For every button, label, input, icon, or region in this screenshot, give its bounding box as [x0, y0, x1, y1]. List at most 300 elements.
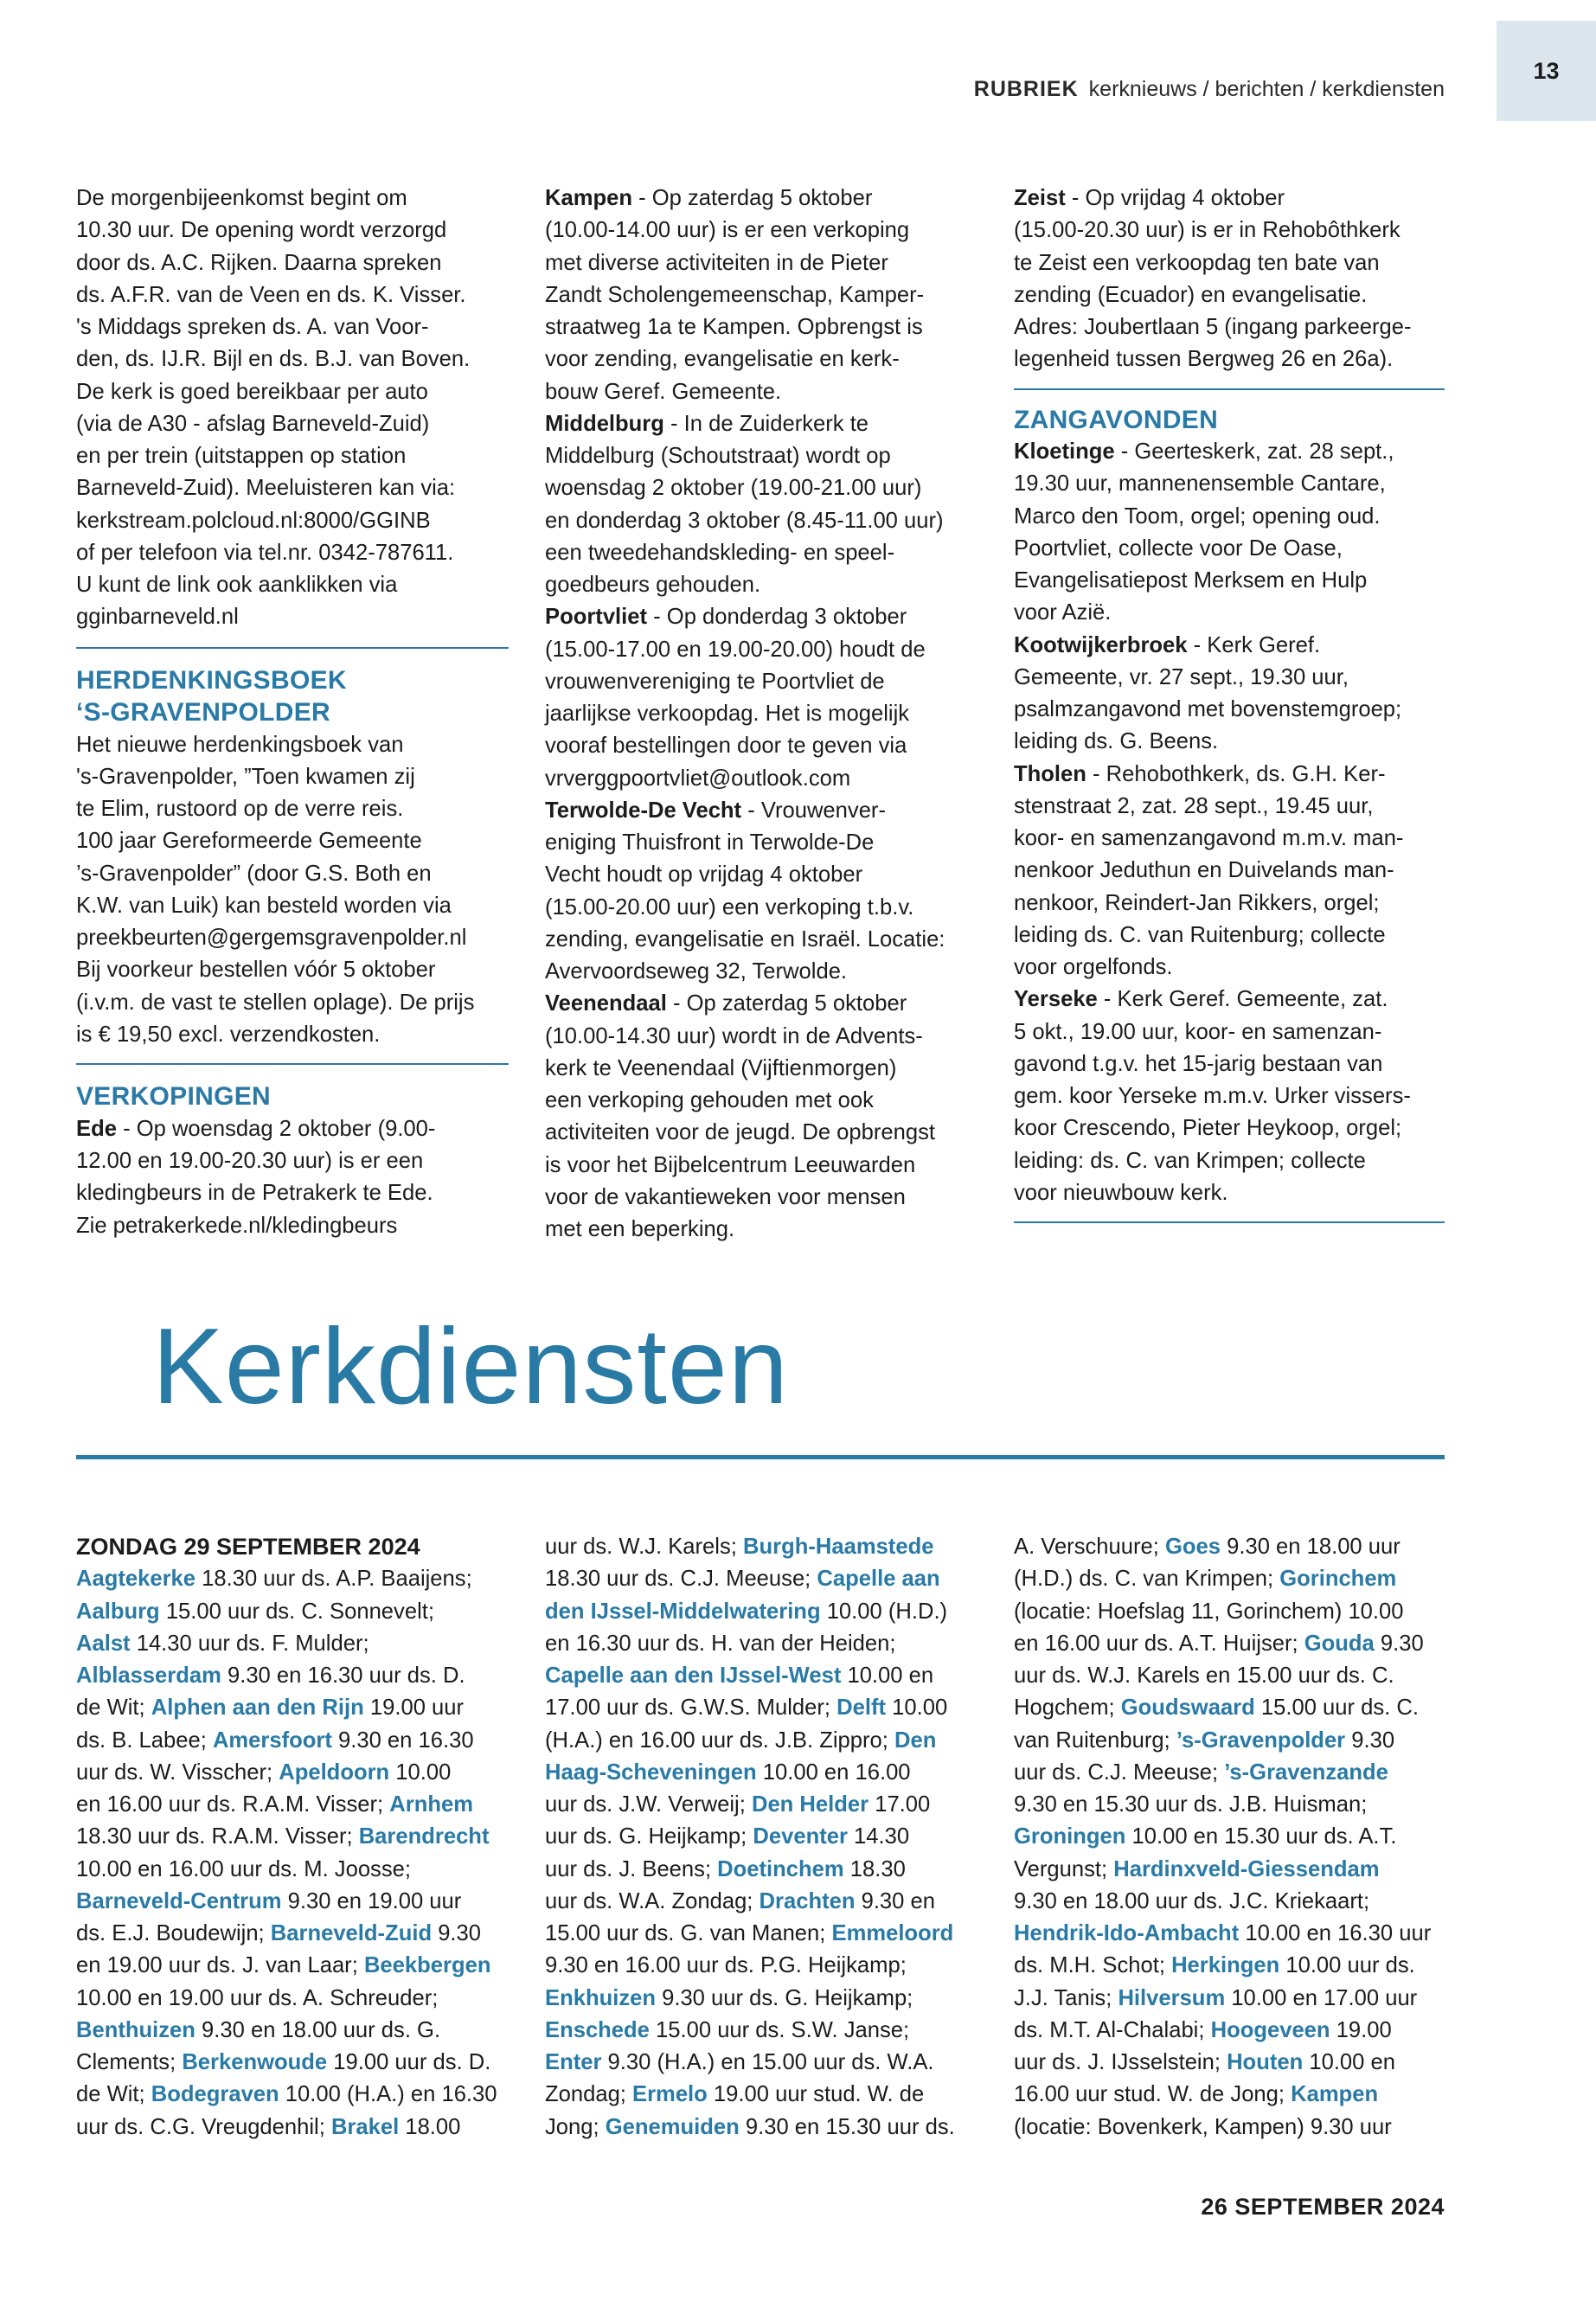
text-line	[545, 183, 977, 215]
text-line: De morgenbijeenkomst begint om	[76, 186, 407, 210]
service-detail: 19.00	[1330, 2017, 1392, 2042]
service-detail: 15.00 uur ds. C.	[1254, 1695, 1419, 1721]
entry-text: psalmzangavond met bovenstemgroep;	[1014, 697, 1402, 722]
service-line	[76, 1692, 509, 1724]
service-detail: 10.00	[886, 1695, 948, 1721]
service-detail: 19.00 uur stud. W. de	[707, 2082, 925, 2107]
text-line	[1014, 791, 1446, 823]
text-line	[545, 537, 977, 569]
text-line	[545, 472, 977, 504]
text-line: 's Middags spreken ds. A. van Voor-	[76, 315, 429, 339]
verkopingen-paragraph	[76, 1113, 509, 1242]
text-line	[1014, 343, 1446, 375]
text-line: te Elim, rustoord op de verre reis.	[76, 797, 404, 822]
place-name: Gouda	[1304, 1631, 1375, 1656]
service-detail: J.J. Tanis;	[1014, 1985, 1118, 2010]
service-line	[76, 1983, 509, 2015]
service-line	[76, 2015, 509, 2047]
text-line	[545, 666, 977, 698]
service-line	[76, 1596, 509, 1628]
service-line	[1014, 2112, 1446, 2144]
entry-text: - Op woensdag 2 oktober (9.00-	[116, 1116, 436, 1141]
service-detail: Vergunst;	[1014, 1856, 1114, 1881]
place-name: Capelle aan	[817, 1567, 940, 1592]
text-line	[545, 634, 977, 666]
entry-text: - Kerk Geref. Gemeente, zat.	[1097, 987, 1388, 1012]
text-line: U kunt de link ook aanklikken via	[76, 573, 398, 597]
place-name: Hoogeveen	[1210, 2017, 1330, 2042]
text-line	[1014, 247, 1446, 279]
service-detail: en 16.00 uur ds. A.T. Huijser;	[1014, 1631, 1304, 1656]
service-detail: 10.00 en 17.00 uur	[1225, 1985, 1418, 2010]
text-line	[1014, 694, 1446, 726]
services-column-2	[545, 1531, 977, 2144]
service-line	[76, 2112, 509, 2144]
entry-text: activiteiten voor de jeugd. De opbrengst	[545, 1120, 936, 1145]
divider	[1014, 1221, 1445, 1223]
service-line	[1014, 1692, 1446, 1724]
service-line	[545, 1725, 977, 1757]
service-detail: Clements;	[76, 2050, 183, 2074]
entry-text: voor nieuwbouw kerk.	[1014, 1180, 1228, 1205]
service-detail: uur ds. W. Visscher;	[76, 1759, 279, 1785]
place-name: Alblasserdam	[76, 1663, 221, 1688]
entry-text: voor zending, evangelisatie en kerk-	[545, 347, 900, 372]
place-name: Barneveld-Zuid	[270, 1921, 433, 1945]
service-detail: Hogchem;	[1014, 1695, 1121, 1721]
entry-text: stenstraat 2, zat. 28 sept., 19.45 uur,	[1014, 793, 1374, 818]
entry-text: bouw Geref. Gemeente.	[545, 379, 782, 404]
place-name: Aagtekerke	[76, 1567, 196, 1592]
entry-text: - In de Zuiderkerk te	[663, 411, 869, 436]
service-detail: 19.00 uur	[363, 1695, 465, 1721]
entry-text: - Geerteskerk, zat. 28 sept.,	[1114, 439, 1394, 465]
text-line: ds. A.F.R. van de Veen en ds. K. Visser.	[76, 282, 466, 307]
text-line	[1014, 855, 1446, 887]
service-line	[545, 1789, 977, 1821]
place-name: Delft	[836, 1695, 887, 1721]
service-line	[76, 1854, 509, 1886]
service-line	[545, 1692, 977, 1724]
text-line	[545, 408, 977, 440]
text-line	[545, 1117, 977, 1149]
entry-text: voor orgelfonds.	[1014, 955, 1173, 980]
service-line	[545, 1854, 977, 1886]
text-line	[76, 1210, 509, 1242]
service-list	[76, 1563, 509, 2144]
service-line	[545, 1531, 977, 1563]
text-line	[1014, 952, 1446, 984]
text-line	[545, 247, 977, 279]
text-line: Het nieuwe herdenkingsboek van	[76, 732, 404, 757]
text-line	[1014, 984, 1446, 1016]
entry-text: legenheid tussen Bergweg 26 en 26a).	[1014, 347, 1394, 372]
column-2-news	[545, 183, 977, 1246]
text-line	[545, 1150, 977, 1182]
service-detail: uur ds. W.J. Karels en 15.00 uur ds. C.	[1014, 1663, 1394, 1688]
service-detail: uur ds. C.G. Vreugdenhil;	[76, 2114, 331, 2139]
service-detail: 18.30	[843, 1856, 906, 1881]
place-name: Herkingen	[1171, 1953, 1280, 1978]
service-line	[76, 1628, 509, 1660]
rubriek-label: RUBRIEK	[973, 77, 1079, 101]
service-detail: (locatie: Hoefslag 11, Gorinchem) 10.00	[1014, 1599, 1404, 1624]
service-line	[1014, 1628, 1446, 1660]
text-line: Barneveld-Zuid). Meeluisteren kan via:	[76, 476, 456, 501]
service-line	[545, 2112, 977, 2144]
service-line	[76, 1789, 509, 1821]
intro-paragraph	[76, 183, 509, 634]
text-line	[1014, 920, 1446, 952]
text-line	[1014, 1112, 1446, 1144]
service-detail: 9.30 uur ds. G. Heijkamp;	[655, 1985, 913, 2010]
entry-text: koor- en samenzangavond m.m.v. man-	[1014, 826, 1404, 851]
place-name: Den	[894, 1727, 937, 1753]
service-detail: ds. E.J. Boudewijn;	[76, 1921, 271, 1945]
text-line	[1014, 662, 1446, 694]
place-name: Emmeloord	[831, 1921, 954, 1945]
service-detail: de Wit;	[76, 2082, 151, 2107]
service-detail: 9.30 (H.A.) en 15.00 uur ds. W.A.	[601, 2050, 934, 2074]
text-line: 10.30 uur. De opening wordt verzorgd	[76, 218, 447, 243]
entry-title: Ede	[76, 1116, 117, 1141]
service-line	[545, 1918, 977, 1950]
service-line	[1014, 1725, 1446, 1757]
text-line	[545, 1085, 977, 1117]
place-name: Haag-Scheveningen	[545, 1759, 757, 1785]
service-detail: (H.D.) ds. C. van Krimpen;	[1014, 1567, 1280, 1592]
entry-text: leiding: ds. C. van Krimpen; collecte	[1014, 1148, 1366, 1173]
service-detail: 9.30 en	[855, 1888, 935, 1913]
place-name: Arnhem	[389, 1792, 473, 1817]
text-line	[76, 1113, 509, 1145]
service-detail: 14.30 uur ds. F. Mulder;	[130, 1631, 369, 1656]
text-line	[545, 988, 977, 1020]
text-line	[1014, 726, 1446, 758]
text-line	[1014, 1145, 1446, 1177]
service-detail: 10.00 en 15.30 uur ds. A.T.	[1125, 1824, 1397, 1849]
service-line	[1014, 1821, 1446, 1853]
service-detail: 9.30 en 18.00 uur ds. G.	[195, 2017, 441, 2042]
text-line: (i.v.m. de vast te stellen oplage). De prijs	[76, 990, 475, 1015]
service-detail: 18.30 uur ds. C.J. Meeuse;	[545, 1567, 817, 1592]
service-detail: 10.00 uur ds.	[1279, 1953, 1415, 1978]
text-line	[1014, 630, 1446, 662]
service-line	[545, 1628, 977, 1660]
text-line: 's-Gravenpolder, ”Toen kwamen zij	[76, 764, 415, 789]
entry-text: vrouwenvereniging te Poortvliet de	[545, 669, 885, 694]
text-line	[1014, 597, 1446, 629]
text-line: kerkstream.polcloud.nl:8000/GGINB	[76, 508, 431, 533]
place-name: Genemuiden	[605, 2114, 740, 2139]
entry-text: zending, evangelisatie en Israël. Locatie:	[545, 926, 945, 952]
place-name: Kampen	[1291, 2082, 1379, 2107]
entry-text: Evangelisatiepost Merksem en Hulp	[1014, 568, 1368, 593]
place-name: Enschede	[545, 2017, 650, 2042]
place-name: ’s-Gravenpolder	[1176, 1727, 1346, 1753]
footer-date: 26 SEPTEMBER 2024	[1201, 2194, 1445, 2220]
service-detail: 10.00 en 19.00 uur ds. A. Schreuder;	[76, 1985, 439, 2010]
text-line	[545, 763, 977, 795]
service-line	[76, 1757, 509, 1789]
text-line	[545, 569, 977, 601]
service-line	[76, 1886, 509, 1918]
place-name: Apeldoorn	[279, 1759, 390, 1785]
text-line	[545, 311, 977, 343]
service-detail: 18.30 uur ds. R.A.M. Visser;	[76, 1824, 359, 1849]
text-line	[545, 505, 977, 537]
zangavonden-paragraph	[1014, 436, 1446, 1209]
service-line	[545, 1983, 977, 2015]
divider	[1014, 388, 1445, 390]
place-name: Burgh-Haamstede	[743, 1535, 934, 1559]
entry-text: (10.00-14.30 uur) wordt in de Advents-	[545, 1023, 923, 1048]
service-detail: 9.30 en 19.00 uur	[281, 1888, 462, 1913]
service-line	[545, 1886, 977, 1918]
text-line	[545, 1053, 977, 1085]
entry-text: nenkoor Jeduthun en Duivelands man-	[1014, 858, 1394, 883]
entry-text: vrverggpoortvliet@outlook.com	[545, 766, 851, 791]
entry-text: - Op zaterdag 5 oktober	[631, 186, 873, 210]
service-detail: 9.30 en 18.00 uur	[1221, 1535, 1401, 1559]
entry-text: gem. koor Yerseke m.m.v. Urker vissers-	[1014, 1084, 1411, 1109]
text-line	[545, 924, 977, 956]
entry-text: Marco den Toom, orgel; opening oud.	[1014, 503, 1381, 529]
text-line	[1014, 215, 1446, 247]
service-detail: uur ds. J.W. Verweij;	[545, 1792, 752, 1817]
text-line: preekbeurten@gergemsgravenpolder.nl	[76, 926, 467, 951]
service-detail: uur ds. W.A. Zondag;	[545, 1888, 760, 1913]
entry-text: - Op donderdag 3 oktober	[647, 605, 907, 630]
entry-text: een tweedehandskleding- en speel-	[545, 540, 895, 565]
text-line: De kerk is goed bereikbaar per auto	[76, 379, 428, 404]
entry-text: te Zeist een verkoopdag ten bate van	[1014, 250, 1380, 275]
entry-text: voor de vakantieweken voor mensen	[545, 1184, 906, 1209]
service-line	[76, 1950, 509, 1982]
service-line	[1014, 1983, 1446, 2015]
entry-text: Vecht houdt op vrijdag 4 oktober	[545, 862, 863, 888]
service-detail: 10.00 en 16.30 uur	[1239, 1921, 1432, 1945]
service-line	[76, 1918, 509, 1950]
service-line	[1014, 1789, 1446, 1821]
entry-text: Avervoordseweg 32, Terwolde.	[545, 959, 848, 984]
service-line	[76, 1660, 509, 1692]
service-detail: (locatie: Bovenkerk, Kampen) 9.30 uur	[1014, 2114, 1392, 2139]
service-line	[1014, 1918, 1446, 1950]
text-line: den, ds. IJ.R. Bijl en ds. B.J. van Boven.	[76, 347, 471, 372]
entry-text: Poortvliet, collecte voor De Oase,	[1014, 535, 1343, 561]
entry-text: 19.30 uur, mannenensemble Cantare,	[1014, 471, 1386, 497]
service-detail: 10.00 en	[1303, 2050, 1395, 2074]
entry-text: goedbeurs gehouden.	[545, 573, 761, 597]
service-line	[1014, 1660, 1446, 1692]
text-line	[76, 1145, 509, 1177]
place-name: Bodegraven	[151, 2082, 279, 2107]
place-name: Amersfoort	[212, 1727, 332, 1753]
entry-text: (10.00-14.00 uur) is er een verkoping	[545, 218, 910, 243]
entry-title: Kloetinge	[1014, 439, 1115, 465]
service-detail: 14.30	[847, 1824, 910, 1849]
place-name: Hardinxveld-Giessendam	[1113, 1856, 1380, 1881]
place-name: Benthuizen	[76, 2017, 195, 2042]
text-line: gginbarneveld.nl	[76, 605, 239, 630]
text-line	[545, 1021, 977, 1053]
entry-text: gavond t.g.v. het 15-jarig bestaan van	[1014, 1051, 1383, 1076]
service-detail: A. Verschuure;	[1014, 1535, 1165, 1559]
rubriek-text: kerknieuws / berichten / kerkdiensten	[1088, 77, 1445, 101]
place-name: Enkhuizen	[545, 1985, 656, 2010]
service-detail: uur ds. G. Heijkamp;	[545, 1824, 753, 1849]
service-detail: 15.00 uur ds. S.W. Janse;	[649, 2017, 910, 2042]
heading-line: ‘S-GRAVENPOLDER	[76, 698, 330, 727]
divider	[76, 647, 509, 649]
service-line	[1014, 1854, 1446, 1886]
herdenkingsboek-heading	[76, 664, 509, 729]
service-detail: en 19.00 uur ds. J. van Laar;	[76, 1953, 364, 1978]
service-detail: 10.00 en 16.00 uur ds. M. Joosse;	[76, 1856, 411, 1881]
service-detail: 9.30 en 16.30 uur ds. D.	[221, 1663, 465, 1688]
text-line: is € 19,50 excl. verzendkosten.	[76, 1022, 381, 1047]
service-detail: 16.00 uur stud. W. de Jong;	[1014, 2082, 1292, 2107]
place-name: Aalst	[76, 1631, 131, 1656]
service-detail: 9.30 en 16.30	[331, 1727, 474, 1753]
entry-text: met diverse activiteiten in de Pieter	[545, 250, 888, 275]
place-name: Aalburg	[76, 1599, 160, 1624]
entry-text: (15.00-17.00 en 19.00-20.00) houdt de	[545, 637, 926, 662]
service-detail: (H.A.) en 16.00 uur ds. J.B. Zippro;	[545, 1727, 894, 1753]
text-line	[545, 1214, 977, 1246]
text-line	[1014, 501, 1446, 533]
entry-text: Zandt Scholengemeenschap, Kamper-	[545, 282, 925, 307]
text-line	[1014, 468, 1446, 500]
services-column-1	[76, 1531, 509, 2144]
text-line: Bij voorkeur bestellen vóór 5 oktober	[76, 958, 436, 983]
place-name: Goes	[1164, 1535, 1221, 1559]
zangavonden-heading: ZANGAVONDEN	[1014, 405, 1219, 434]
entry-title: Tholen	[1014, 761, 1086, 786]
text-line	[545, 956, 977, 988]
entry-title: Veenendaal	[545, 991, 667, 1016]
service-line	[1014, 2079, 1446, 2111]
service-detail: 9.30	[1345, 1727, 1395, 1753]
place-name: Den Helder	[751, 1792, 869, 1817]
entry-title: Yerseke	[1014, 987, 1098, 1012]
place-name: Groningen	[1014, 1824, 1126, 1849]
text-line	[545, 795, 977, 827]
service-detail: 18.00	[399, 2114, 461, 2139]
text-line: 100 jaar Gereformeerde Gemeente	[76, 829, 422, 854]
service-line	[545, 1950, 977, 1982]
service-line	[545, 1563, 977, 1595]
entry-title: Zeist	[1014, 186, 1066, 210]
entry-text: Adres: Joubertlaan 5 (ingang parkeerge-	[1014, 315, 1412, 339]
entry-title: Kootwijkerbroek	[1014, 632, 1188, 657]
entry-text: jaarlijkse verkoopdag. Het is mogelijk	[545, 702, 910, 726]
entry-text: en donderdag 3 oktober (8.45-11.00 uur)	[545, 508, 944, 533]
entry-text: voor Azië.	[1014, 600, 1112, 625]
place-name: Enter	[545, 2050, 602, 2074]
text-line	[1014, 1177, 1446, 1209]
text-line	[1014, 533, 1446, 565]
text-line	[76, 1177, 509, 1209]
place-name: Drachten	[759, 1888, 856, 1913]
entry-title: Terwolde-De Vecht	[545, 798, 742, 823]
service-detail: ds. M.H. Schot;	[1014, 1953, 1172, 1978]
entry-text: kledingbeurs in de Petrakerk te Ede.	[76, 1181, 433, 1206]
service-line	[545, 1821, 977, 1853]
place-name: Gorinchem	[1279, 1567, 1397, 1592]
service-detail: Zondag;	[545, 2082, 633, 2107]
place-name: Capelle aan den IJssel-West	[545, 1663, 842, 1688]
section-title: Kerkdiensten	[152, 1307, 789, 1426]
service-detail: 15.00 uur ds. G. van Manen;	[545, 1921, 832, 1945]
text-line	[1014, 1080, 1446, 1112]
service-detail: 9.30 en 15.30 uur ds. J.B. Huisman;	[1014, 1792, 1368, 1817]
text-line	[545, 730, 977, 762]
text-line	[545, 215, 977, 247]
service-detail: 10.00 en 16.00	[756, 1759, 911, 1785]
text-line	[1014, 1048, 1446, 1080]
divider	[76, 1063, 509, 1065]
heading-line: HERDENKINGSBOEK	[76, 665, 347, 695]
entry-text: (15.00-20.30 uur) is er in Rehobôthkerk	[1014, 218, 1401, 243]
place-name: Brakel	[330, 2114, 400, 2139]
entry-text: koor Crescendo, Pieter Heykoop, orgel;	[1014, 1116, 1402, 1141]
text-line	[545, 376, 977, 408]
service-detail: 9.30 en 15.30 uur ds.	[739, 2114, 955, 2139]
service-detail: en 16.00 uur ds. R.A.M. Visser;	[76, 1792, 390, 1817]
entry-text: eniging Thuisfront in Terwolde-De	[545, 830, 875, 855]
service-detail: 18.30 uur ds. A.P. Baaijens;	[195, 1567, 472, 1592]
service-detail: van Ruitenburg;	[1014, 1727, 1176, 1753]
entry-text: straatweg 1a te Kampen. Opbrengst is	[545, 315, 923, 339]
service-line	[76, 2047, 509, 2079]
entry-text: leiding ds. C. van Ruitenburg; collecte	[1014, 922, 1386, 947]
service-line	[76, 1821, 509, 1853]
entry-text: nenkoor, Reindert-Jan Rikkers, orgel;	[1014, 890, 1380, 915]
service-detail: ds. B. Labee;	[76, 1727, 213, 1753]
text-line	[545, 892, 977, 924]
place-name: Hendrik-Ido-Ambacht	[1014, 1921, 1240, 1945]
service-date-heading: ZONDAG 29 SEPTEMBER 2024	[76, 1534, 420, 1560]
entry-text: Gemeente, vr. 27 sept., 19.30 uur,	[1014, 664, 1349, 689]
place-name: ’s-Gravenzande	[1224, 1759, 1388, 1785]
text-line	[545, 279, 977, 311]
entry-text: - Op vrijdag 4 oktober	[1065, 186, 1285, 210]
place-name: Doetinchem	[717, 1856, 844, 1881]
text-line	[1014, 1016, 1446, 1048]
service-detail: 17.00	[869, 1792, 931, 1817]
service-line	[1014, 2015, 1446, 2047]
entry-text: Middelburg (Schoutstraat) wordt op	[545, 444, 891, 468]
place-name: Houten	[1227, 2050, 1304, 2074]
service-detail: 10.00	[389, 1759, 452, 1785]
entry-text: is voor het Bijbelcentrum Leeuwarden	[545, 1152, 916, 1177]
entry-text: vooraf bestellingen door te geven via	[545, 734, 907, 759]
service-line	[1014, 1886, 1446, 1918]
place-name: Deventer	[753, 1824, 848, 1849]
service-detail: 9.30	[432, 1921, 482, 1945]
service-line	[545, 2047, 977, 2079]
entry-title: Poortvliet	[545, 605, 648, 630]
place-name: Ermelo	[632, 2082, 708, 2107]
service-line	[1014, 2047, 1446, 2079]
text-line	[545, 827, 977, 859]
entry-text: kerk te Veenendaal (Vijftienmorgen)	[545, 1055, 897, 1080]
text-line	[545, 1182, 977, 1214]
service-line	[545, 1596, 977, 1628]
service-detail: uur ds. J. IJsselstein;	[1014, 2050, 1227, 2074]
